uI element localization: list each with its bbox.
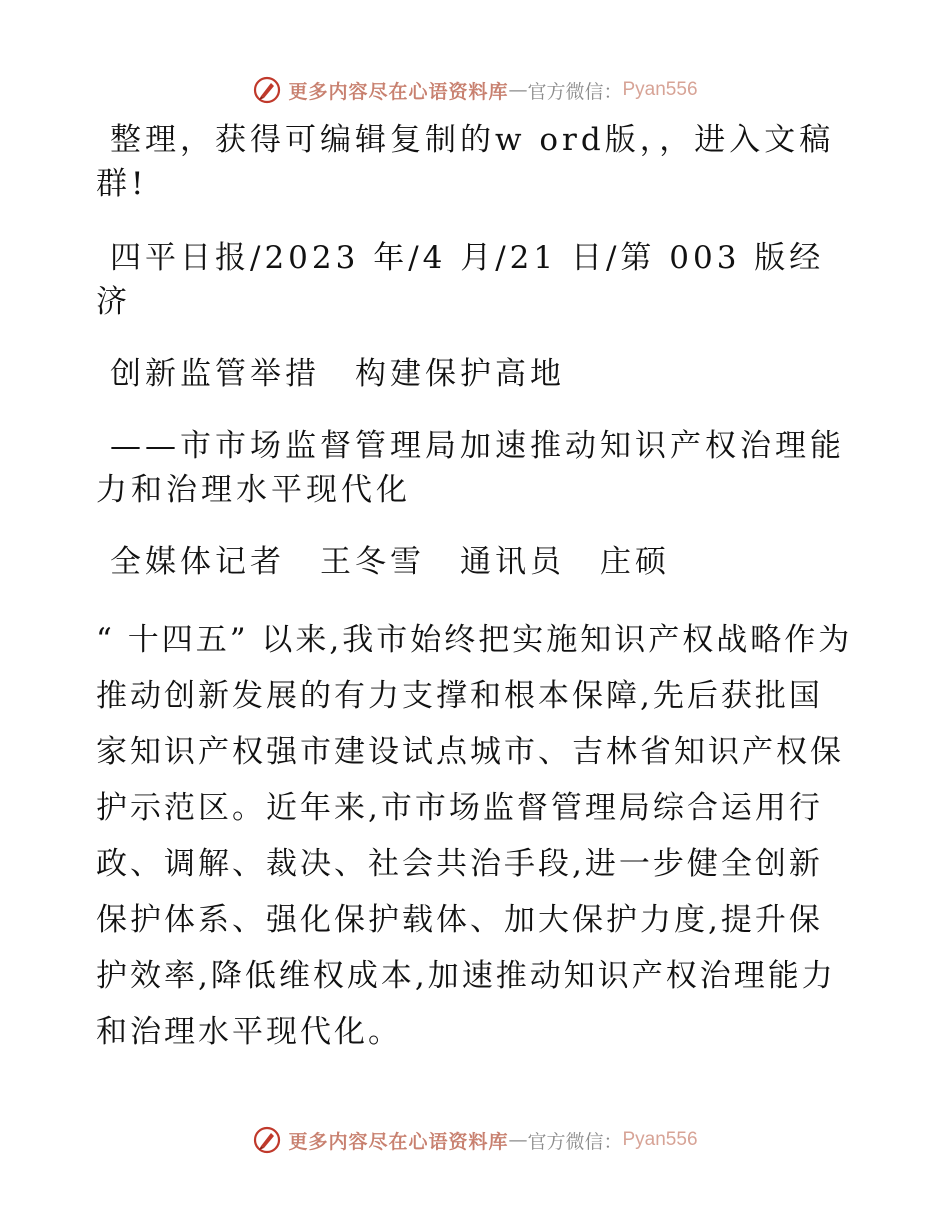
- banner-wechat-handle[interactable]: Pyan556: [622, 1129, 698, 1150]
- article-title: 创新监管举措 构建保护高地: [110, 356, 565, 392]
- article-body-paragraph: “ 十四五” 以来,我市始终把实施知识产权战略作为推动创新发展的有力支撑和根本保障,先后获批国家知识产权强市建设试点城市、吉林省知识产权保护示范区。近年来,市市场监督管理局综合运用行政、调解、裁决、社会共治手段,进一步健全创新保护体系、强化保护载体、加大保护力度,提升保护效率,降低维权成本,加速推动知识产权治理能力和治理水平现代化。: [96, 622, 853, 1050]
- article-subtitle: ——市市场监督管理局加速推动知识产权治理能力和治理水平现代化: [96, 428, 845, 508]
- document-content: [96, 118, 856, 1060]
- pen-nib-logo-icon: [252, 75, 282, 105]
- pen-nib-logo-icon: [252, 1125, 282, 1155]
- banner-wechat-label: 官方微信：: [527, 1130, 623, 1153]
- source-line: 四平日报/2023 年/4 月/21 日/第 003 版经济: [96, 240, 825, 320]
- banner-wechat-label: 官方微信：: [527, 80, 623, 103]
- banner-wechat-handle[interactable]: Pyan556: [622, 79, 698, 100]
- banner-dash: —: [508, 1129, 528, 1151]
- banner-dash: —: [508, 79, 528, 101]
- banner-brand-text: 更多内容尽在心语资料库: [288, 1130, 509, 1153]
- footer-banner[interactable]: [0, 1120, 950, 1160]
- banner-brand-text: 更多内容尽在心语资料库: [288, 80, 509, 103]
- header-banner[interactable]: [0, 70, 950, 110]
- intro-paragraph: 整理，获得可编辑复制的w ord版，，进入文稿群!: [96, 122, 835, 202]
- article-byline: 全媒体记者 王冬雪 通讯员 庄硕: [110, 544, 670, 580]
